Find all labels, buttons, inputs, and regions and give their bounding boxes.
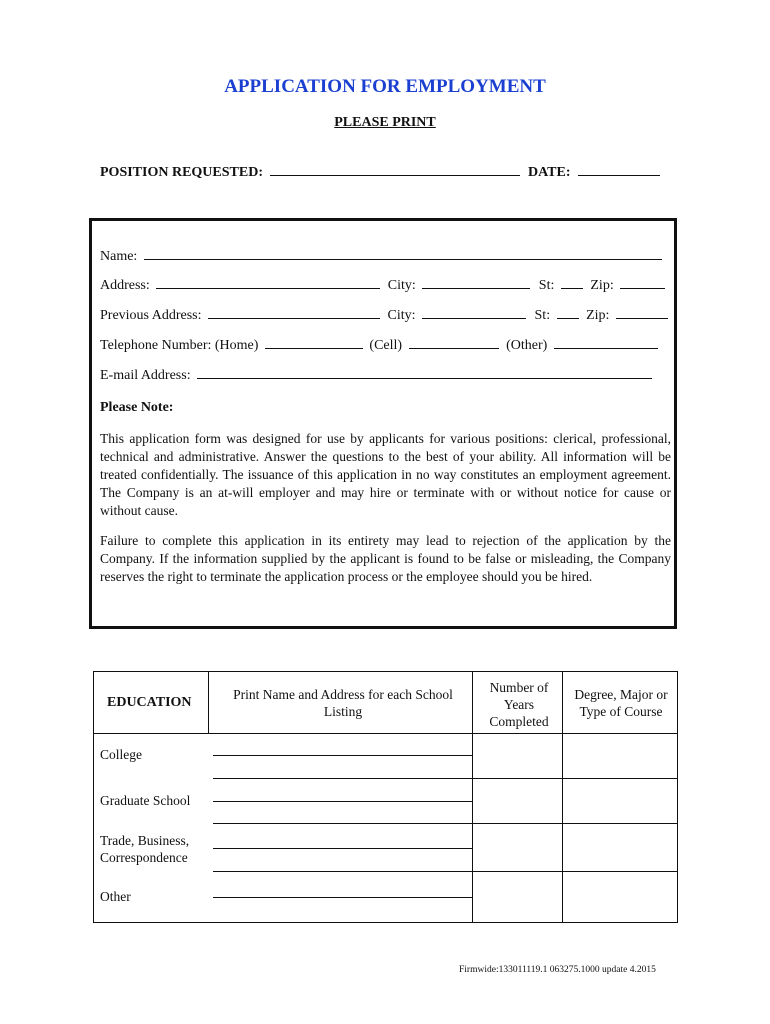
college-school-line-2[interactable] xyxy=(213,778,472,779)
telephone-cell-label: (Cell) xyxy=(369,338,403,353)
previous-address-row xyxy=(100,306,668,324)
position-requested-field[interactable] xyxy=(270,163,520,176)
previous-zip-label: Zip: xyxy=(586,308,610,323)
name-field[interactable] xyxy=(144,247,662,260)
note-paragraph-1: This application form was designed for use by applicants for various positions: clerical, professional, technical and administrative. Answer the questions to the best of your ability. All information will be treated confidentially. The issuance of this application in no way constitutes an employment agreement. The Company is an at-will employer and may hire or terminate with or without notice for cause or without cause. xyxy=(100,431,671,518)
row-label-graduate-school: Graduate School xyxy=(100,793,191,808)
telephone-cell-field[interactable] xyxy=(409,336,499,349)
previous-zip-field[interactable] xyxy=(616,306,668,319)
city-label: City: xyxy=(387,278,416,293)
row-label-other: Other xyxy=(100,889,131,904)
address-field[interactable] xyxy=(156,276,380,289)
please-print-heading: PLEASE PRINT xyxy=(334,115,436,130)
email-label: E-mail Address: xyxy=(100,368,191,383)
trade-school-line-1[interactable] xyxy=(213,848,472,849)
footer-doc-id: Firmwide:133011119.1 063275.1000 update 4.2015 xyxy=(459,965,656,975)
telephone-home-label: Telephone Number: (Home) xyxy=(100,338,259,353)
state-label: St: xyxy=(538,278,555,293)
email-row xyxy=(100,366,652,384)
address-label: Address: xyxy=(100,278,150,293)
education-table xyxy=(93,671,678,923)
other-school-line-1[interactable] xyxy=(213,897,472,898)
please-note-heading: Please Note: xyxy=(100,400,174,415)
email-field[interactable] xyxy=(197,366,652,379)
previous-address-field[interactable] xyxy=(208,306,380,319)
row-label-trade-business: Trade, Business, Correspondence xyxy=(100,833,190,865)
previous-address-label: Previous Address: xyxy=(100,308,202,323)
graduate-school-line-1[interactable] xyxy=(213,801,472,802)
date-label: DATE: xyxy=(527,165,571,180)
position-date-row xyxy=(100,163,660,181)
other-school-line-2[interactable] xyxy=(213,922,472,923)
previous-city-field[interactable] xyxy=(422,306,526,319)
education-header: EDUCATION xyxy=(107,695,192,710)
telephone-home-field[interactable] xyxy=(265,336,363,349)
name-label: Name: xyxy=(100,249,138,264)
college-school-line-1[interactable] xyxy=(213,755,472,756)
address-row xyxy=(100,276,665,294)
degree-column-header: Degree, Major or Type of Course xyxy=(574,687,668,719)
date-field[interactable] xyxy=(578,163,660,176)
previous-city-label: City: xyxy=(387,308,416,323)
previous-state-label: St: xyxy=(534,308,551,323)
name-row xyxy=(100,247,662,265)
state-field[interactable] xyxy=(561,276,583,289)
page-title: APPLICATION FOR EMPLOYMENT xyxy=(224,76,546,97)
telephone-row xyxy=(100,336,658,354)
telephone-other-field[interactable] xyxy=(554,336,658,349)
position-requested-label: POSITION REQUESTED: xyxy=(100,165,263,180)
note-paragraph-2: Failure to complete this application in its entirety may lead to rejection of the application by the Company. If the information supplied by the applicant is found to be false or misleading, the Company reserves the right to terminate the application process or the employee should you be hired. xyxy=(100,533,671,584)
years-column-header: Number of Years Completed xyxy=(489,680,549,729)
zip-label: Zip: xyxy=(590,278,614,293)
school-column-header: Print Name and Address for each School Listing xyxy=(233,687,453,719)
previous-state-field[interactable] xyxy=(557,306,579,319)
city-field[interactable] xyxy=(422,276,530,289)
telephone-other-label: (Other) xyxy=(506,338,548,353)
row-label-college: College xyxy=(100,747,142,762)
trade-school-line-2[interactable] xyxy=(213,871,472,872)
graduate-school-line-2[interactable] xyxy=(213,823,472,824)
zip-field[interactable] xyxy=(620,276,665,289)
